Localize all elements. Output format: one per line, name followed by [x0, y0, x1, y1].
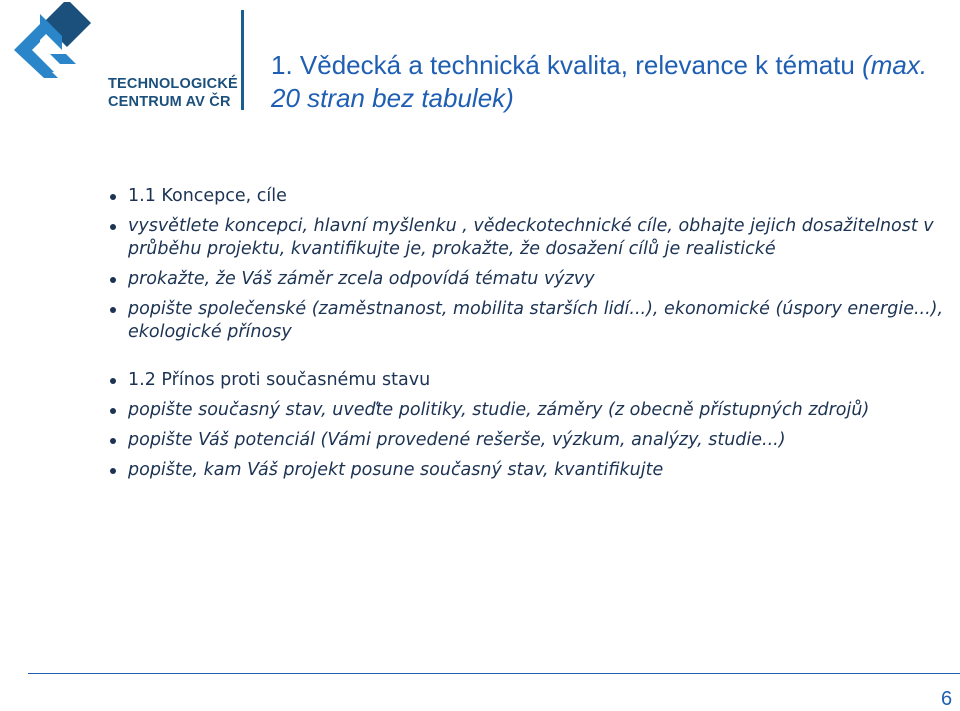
- title-main: 1. Vědecká a technická kvalita, relevance k tématu: [271, 50, 863, 80]
- list-item: popište Váš potenciál (Vámi provedené rešerše, výzkum, analýzy, studie...): [108, 429, 953, 452]
- header-divider: [241, 10, 244, 110]
- logo-text-line2: CENTRUM AV ČR: [108, 94, 231, 110]
- list-item: popište současný stav, uveďte politiky, studie, záměry (z obecně přístupných zdrojů): [108, 399, 953, 422]
- list-item: prokažte, že Váš záměr zcela odpovídá tématu výzvy: [108, 268, 953, 291]
- title-subtitle: (max. 20 stran bez tabulek): [271, 50, 928, 113]
- bullet-list: [108, 185, 953, 482]
- page-number: 6: [941, 688, 953, 710]
- page-title: [271, 49, 951, 115]
- logo-bar: [50, 54, 76, 64]
- section-heading-1-2: 1.2 Přínos proti současnému stavu: [108, 369, 953, 392]
- footer-divider: [28, 673, 960, 674]
- logo: [4, 2, 238, 120]
- list-item: vysvětlete koncepci, hlavní myšlenku , vědeckotechnické cíle, obhajte jejich dosažitelnost v průběhu projektu, kvantifikujte je, prokažte, že dosažení cílů je realistické: [108, 215, 953, 261]
- logo-text-line1: TECHNOLOGICKÉ: [108, 76, 238, 92]
- logo-mark-icon: [4, 2, 114, 120]
- list-item: popište společenské (zaměstnanost, mobilita starších lidí...), ekonomické (úspory energie...), ekologické přínosy: [108, 298, 953, 344]
- list-item: popište, kam Váš projekt posune současný stav, kvantifikujte: [108, 459, 953, 482]
- section-heading-1-1: 1.1 Koncepce, cíle: [108, 185, 953, 208]
